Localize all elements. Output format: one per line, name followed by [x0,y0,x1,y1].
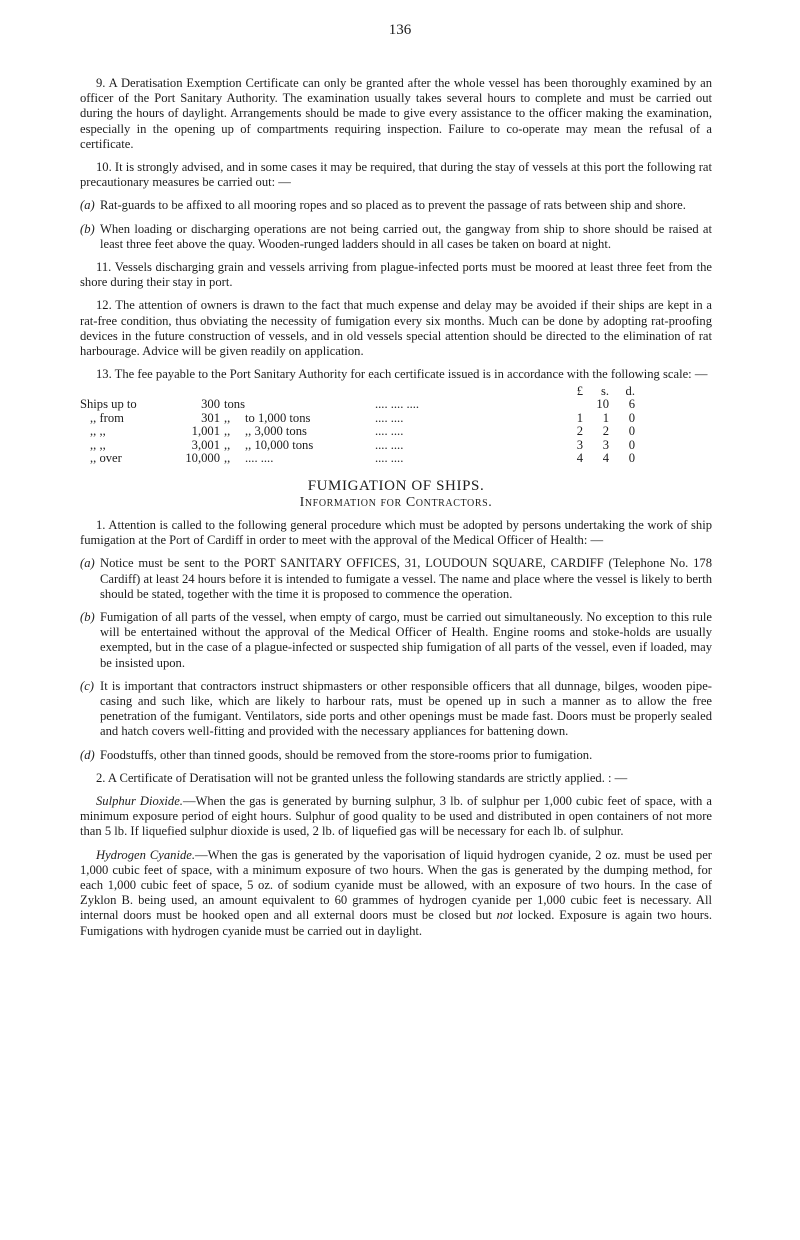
leader-dots: .... .... [375,437,404,452]
page-number: 136 [388,22,412,38]
fee-shillings: 3 [602,437,609,452]
fee-pounds: 3 [576,437,583,452]
tonnage-from: 300 [201,397,220,412]
item-label: (a) [80,556,95,571]
fee-scale-table [80,384,635,465]
hydrogen-cyanide-title: Hydrogen Cyanide. [96,847,196,862]
tonnage-to: ,, 3,000 tons [245,424,307,439]
pounds-header: £ [576,384,583,399]
table-row [80,412,635,425]
paragraph-10: 10. It is strongly advised, and in some cases it may be required, that during the stay of vessels at this port the following rat precautionary measures be carried out: — [80,160,712,190]
leader-dots: .... .... [375,451,404,466]
paragraph-11: 11. Vessels discharging grain and vessels arriving from plague-infected ports must be moored at least three feet from the shore during their stay in port. [80,260,712,290]
fee-pence: 0 [628,424,635,439]
item-text: It is important that contractors instruct shipmasters or other responsible officers that all dunnage, bilges, wooden pipe-casing and such like, which are likely to harbour rats, must be opened up in such a manner as to allow the free penetration of the fumigant. Ventilators, side ports and other openings must be made fast. Doors must be properly sealed and hatch covers well-fitting and provided with the necessary appliances for battening down. [100,678,712,739]
table-row [80,398,635,411]
table-row [80,439,635,452]
section-heading: FUMIGATION OF SHIPS. [307,478,485,495]
tonnage-to [245,398,375,411]
fee-table-header [80,384,635,398]
fumigation-paragraph-1: 1. Attention is called to the following general procedure which must be adopted by persons undertaking the work of ship fumigation at the Port of Cardiff in order to meet with the approval of the Medical Officer of Health: — [80,517,712,548]
fee-pounds: 2 [576,424,583,439]
fee-shillings: 2 [602,424,609,439]
tonnage-from: 1,001 [191,424,220,439]
tonnage-prefix: ,, ,, [90,437,106,452]
fee-pence: 6 [628,397,635,412]
item-text: Rat-guards to be affixed to all mooring ropes and so placed as to prevent the passage of rats between ship and shore. [100,198,686,213]
tonnage-unit: ,, [224,424,231,439]
fee-shillings: 1 [602,410,609,425]
item-text: When loading or discharging operations are not being carried out, the gangway from ship to shore should be raised at least three feet above the quay. Wooden-runged ladders should in all cases be taken on board at night. [100,221,712,251]
paragraph-13: 13. The fee payable to the Port Sanitary Authority for each certificate issued is in accordance with the following scale: — [96,367,708,382]
item-text: Fumigation of all parts of the vessel, when empty of cargo, must be carried out simultaneously. No exception to this rule will be entertained without the approval of the Medical Officer of Health. Engine rooms and stoke-holds are usually exempted, but in the case of a plague-infected or suspected ship fumigation of all parts of the vessel, even if loaded, may be insisted upon. [100,609,712,670]
shillings-header: s. [600,384,609,399]
tonnage-from: 10,000 [185,451,220,466]
section-subheading: Information for Contractors. [299,494,493,510]
paragraph-12: 12. The attention of owners is drawn to the fact that much expense and delay may be avoided if their ships are kept in a rat-free condition, thus obviating the necessity of fumigation every six months. Much can be done by adopting rat-proofing devices in the future construction of vessels, and in old vessels special attention should be directed to the elimination of rat harbourage. Advice will be given readily on application. [80,298,712,359]
fee-pence: 0 [628,451,635,466]
table-row [80,425,635,438]
tonnage-prefix: Ships up to [80,397,137,412]
fee-pounds: 4 [576,451,583,466]
sulphur-dioxide-paragraph [80,794,712,840]
leader-dots: .... .... [245,451,274,466]
fee-pence: 0 [628,437,635,452]
tonnage-from: 301 [201,410,220,425]
item-label: (c) [80,678,94,693]
tonnage-prefix: ,, over [90,451,122,466]
paragraph-9: 9. A Deratisation Exemption Certificate can only be granted after the whole vessel has been thoroughly examined by an officer of the Port Sanitary Authority. The examination usually takes several hours to complete and must be carried out during the hours of daylight. Arrangements should be made to give every assistance to the officer making the examination, especially in the opening up of compartments requiring inspection. Failure to co-operate may mean the refusal of a certificate. [80,76,712,151]
item-text: Notice must be sent to the PORT SANITARY OFFICES, 31, LOUDOUN SQUARE, CARDIFF (Telephone No. 178 Cardiff) at least 24 hours before it is intended to fumigate a vessel. The name and place where the vessel is likely to berth should be stated, together with the time it is proposed to commence the operation. [100,556,712,601]
fee-pounds [557,398,583,411]
leader-dots: .... .... .... [375,397,420,412]
leader-dots: .... .... [375,410,404,425]
tonnage-prefix: ,, ,, [90,424,106,439]
item-label: (a) [80,198,95,213]
hydrogen-cyanide-text-end: locked. Exposure is again two hours. Fumigations with hydrogen cyanide must be carried out in daylight. [80,908,713,938]
page-body [80,76,712,947]
tonnage-unit: ,, [224,410,231,425]
sulphur-dioxide-text: —When the gas is generated by burning sulphur, 3 lb. of sulphur per 1,000 cubic feet of space, with a minimum exposure period of eight hours. Sulphur of good quality to be used and distributed in open containers of not more than 5 lb. If liquefied sulphur dioxide is used, 2 lb. of liquefied gas will be necessary for each lb. of sulphur. [80,793,712,839]
tonnage-to: ,, 10,000 tons [245,437,314,452]
pence-header: d. [625,384,635,399]
fumigation-paragraph-2: 2. A Certificate of Deratisation will not be granted unless the following standards are strictly applied. : — [96,770,628,785]
paragraph-10a [80,198,712,213]
table-row [80,452,635,465]
emphasis-not: not [496,908,513,923]
tonnage-unit: tons [224,397,245,412]
tonnage-unit: ,, [224,451,231,466]
hydrogen-cyanide-text: —When the gas is generated by the vaporisation of liquid hydrogen cyanide, 2 oz. must be used per 1,000 cubic feet of space, with a minimum exposure of two hours. When the gas is generated by the dumping method, for each 1,000 cubic feet of space, 5 oz. of sodium cyanide must be allowed, with an exposure of two hours. In the case of Zyklon B. being used, an amount equivalent to 60 grammes of hydrogen cyanide per 1,000 cubic feet is necessary. All internal doors must be hooked open and all external doors must be closed but [80,847,712,923]
sulphur-dioxide-title: Sulphur Dioxide. [96,793,183,808]
hydrogen-cyanide-paragraph [80,848,712,939]
fumigation-paragraph-1b [80,610,712,671]
tonnage-from: 3,001 [191,437,220,452]
paragraph-10b [80,222,712,252]
fee-pence: 0 [628,410,635,425]
fee-shillings: 10 [596,397,609,412]
tonnage-unit: ,, [224,437,231,452]
fee-shillings: 4 [602,451,609,466]
fumigation-paragraph-1d [80,748,712,763]
fumigation-paragraph-1c [80,679,712,740]
item-label: (b) [80,609,95,624]
leader-dots: .... .... [375,424,404,439]
item-label: (d) [80,747,95,762]
fee-pounds: 1 [576,410,583,425]
fumigation-paragraph-1a [80,556,712,602]
item-label: (b) [80,221,95,236]
tonnage-to: to 1,000 tons [245,410,311,425]
tonnage-prefix: ,, from [90,410,124,425]
item-text: Foodstuffs, other than tinned goods, should be removed from the store-rooms prior to fumigation. [100,747,593,762]
